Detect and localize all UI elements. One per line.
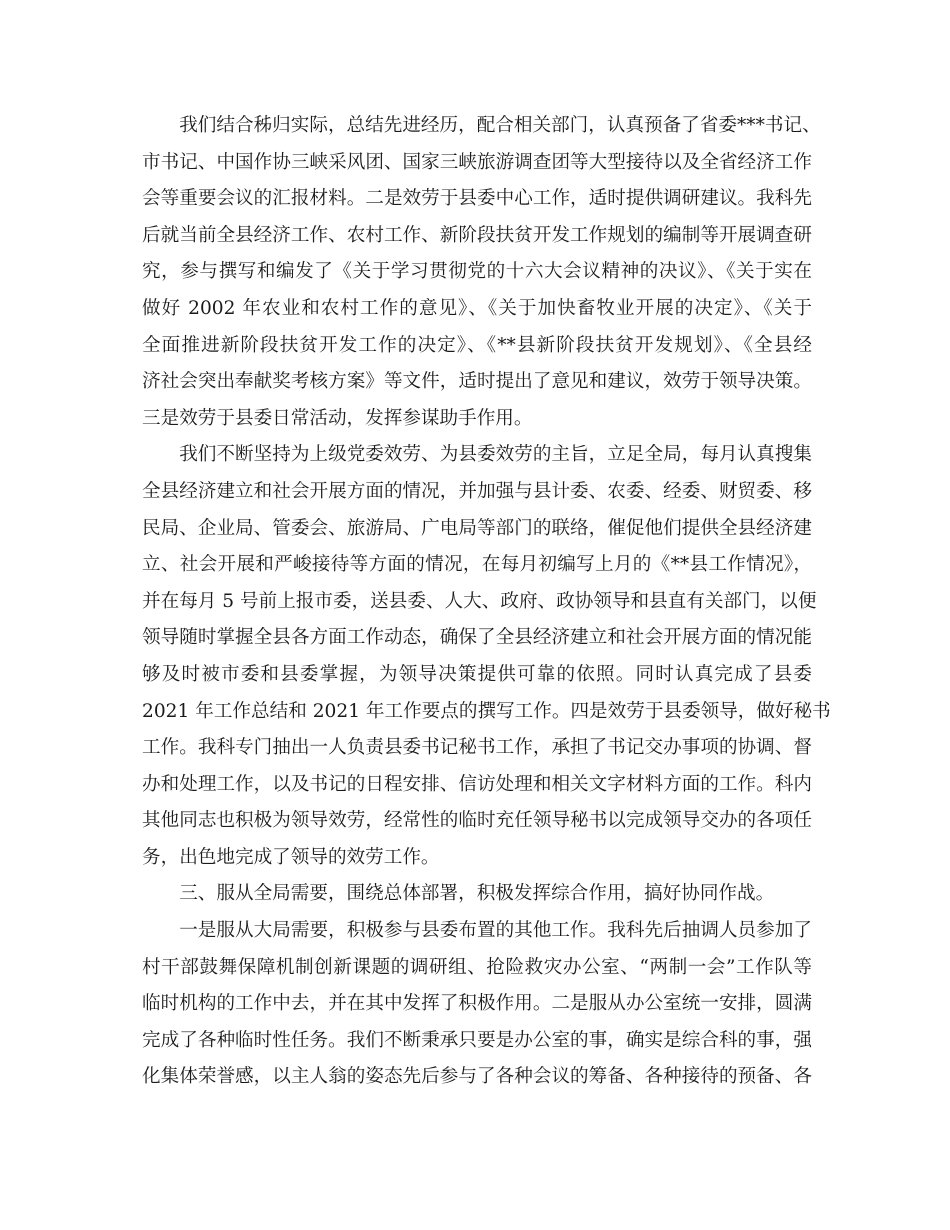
text-line: 够及时被市委和县委掌握，为领导决策提供可靠的依照。同时认真完成了县委 bbox=[142, 663, 812, 685]
text-line: 并在每月 5 号前上报市委，送县委、人大、政府、政协领导和县直有关部门，以便 bbox=[142, 590, 817, 612]
paragraph-2 bbox=[142, 437, 831, 876]
text-line: 其他同志也积极为领导效劳，经常性的临时充任领导秘书以完成领导交办的各项任 bbox=[142, 810, 812, 832]
text-line: 民局、企业局、管委会、旅游局、广电局等部门的联络，催促他们提供全县经济建 bbox=[142, 517, 812, 539]
text-line: 三、服从全局需要，围绕总体部署，积极发挥综合作用，搞好协同作战。 bbox=[179, 883, 775, 905]
text-line: 工作。我科专门抽出一人负责县委书记秘书工作，承担了书记交办事项的协调、督 bbox=[142, 737, 812, 759]
paragraph-1 bbox=[142, 108, 821, 437]
text-line: 村干部鼓舞保障机制创新课题的调研组、抢险救灾办公室、“两制一会”工作队等 bbox=[142, 956, 812, 978]
document-body bbox=[142, 108, 831, 1096]
text-line: 立、社会开展和严峻接待等方面的情况，在每月初编写上月的《**县工作情况》， bbox=[142, 554, 812, 576]
text-line: 市书记、中国作协三峡采风团、国家三峡旅游调查团等大型接待以及全省经济工作 bbox=[142, 151, 812, 173]
text-line: 究，参与撰写和编发了《关于学习贯彻党的十六大会议精神的决议》、《关于实在 bbox=[142, 261, 812, 283]
paragraph-3 bbox=[142, 876, 812, 913]
text-line: 全面推进新阶段扶贫开发工作的决定》、《**县新阶段扶贫开发规划》、《全县经 bbox=[142, 334, 812, 356]
text-line: 领导随时掌握全县各方面工作动态，确保了全县经济建立和社会开展方面的情况能 bbox=[142, 627, 812, 649]
text-line: 临时机构的工作中去，并在其中发挥了积极作用。二是服从办公室统一安排，圆满 bbox=[142, 993, 812, 1015]
text-line: 完成了各种临时性任务。我们不断秉承只要是办公室的事，确实是综合科的事，强 bbox=[142, 1029, 812, 1051]
text-line: 我们不断坚持为上级党委效劳、为县委效劳的主旨，立足全局，每月认真搜集 bbox=[179, 444, 812, 466]
text-line: 全县经济建立和社会开展方面的情况，并加强与县计委、农委、经委、财贸委、移 bbox=[142, 480, 812, 502]
text-line: 做好 2002 年农业和农村工作的意见》、《关于加快畜牧业开展的决定》、《关于 bbox=[142, 297, 812, 319]
text-line: 会等重要会议的汇报材料。二是效劳于县委中心工作，适时提供调研建议。我科先 bbox=[142, 188, 812, 210]
text-line: 办和处理工作，以及书记的日程安排、信访处理和相关文字材料方面的工作。科内 bbox=[142, 773, 812, 795]
text-line: 化集体荣誉感，以主人翁的姿态先后参与了各种会议的筹备、各种接待的预备、各 bbox=[142, 1066, 812, 1088]
text-line: 我们结合秭归实际，总结先进经历，配合相关部门，认真预备了省委***书记、 bbox=[179, 115, 821, 136]
text-line: 2021 年工作总结和 2021 年工作要点的撰写工作。四是效劳于县委领导，做好秘书 bbox=[142, 700, 831, 722]
text-line: 三是效劳于县委日常活动，发挥参谋助手作用。 bbox=[142, 407, 533, 429]
paragraph-4 bbox=[142, 913, 812, 1096]
text-line: 后就当前全县经济工作、农村工作、新阶段扶贫开发工作规划的编制等开展调查研 bbox=[142, 224, 812, 246]
text-line: 一是服从大局需要，积极参与县委布置的其他工作。我科先后抽调人员参加了 bbox=[179, 920, 812, 942]
text-line: 务，出色地完成了领导的效劳工作。 bbox=[142, 846, 440, 868]
text-line: 济社会突出奉献奖考核方案》等文件，适时提出了意见和建议，效劳于领导决策。 bbox=[142, 371, 812, 393]
